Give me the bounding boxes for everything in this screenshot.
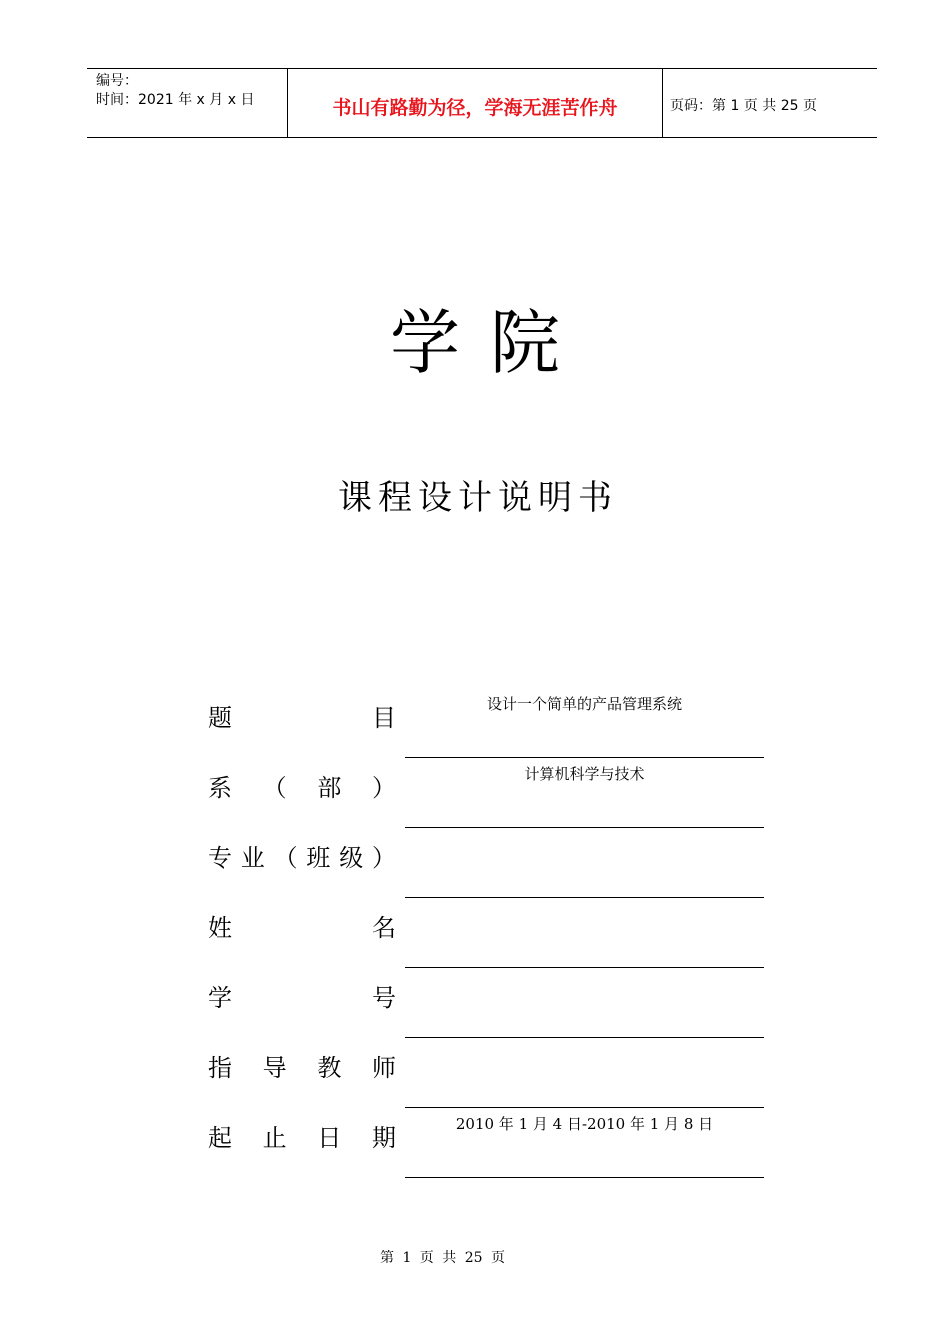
- header-motto-cell: [287, 69, 663, 137]
- field-label-char: 业: [240, 843, 265, 872]
- field-label-char: 目: [372, 703, 396, 732]
- field-label: [208, 905, 396, 945]
- page-info: 页码：第 1 页 共 25 页: [670, 98, 817, 114]
- field-underline: [405, 1037, 764, 1038]
- field-underline: [405, 827, 764, 828]
- field-underline: [405, 757, 764, 758]
- field-label: [208, 1045, 396, 1085]
- field-label-char: 期: [371, 1123, 396, 1152]
- field-value: 设计一个简单的产品管理系统: [486, 695, 682, 713]
- field-value: 计算机科学与技术: [524, 765, 645, 783]
- field-label-char: 学: [208, 983, 232, 1012]
- field-label: [208, 695, 396, 735]
- field-label-char: 号: [372, 983, 396, 1012]
- field-label-char: 止: [262, 1123, 287, 1152]
- page-header: [87, 68, 877, 138]
- field-underline: [405, 967, 764, 968]
- header-page-cell: [662, 69, 877, 137]
- field-label-char: （: [273, 843, 298, 872]
- field-label: [208, 1115, 396, 1155]
- field-underline: [405, 897, 764, 898]
- field-label-char: 日: [317, 1123, 342, 1152]
- field-label: [208, 835, 396, 875]
- field-label-char: 部: [317, 773, 342, 802]
- field-underline: [405, 1107, 764, 1108]
- field-label-char: 姓: [208, 913, 232, 942]
- field-label-char: 级: [339, 843, 364, 872]
- field-label-char: ）: [371, 773, 396, 802]
- field-label: [208, 765, 396, 805]
- field-label-char: ）: [371, 843, 396, 872]
- field-label: [208, 975, 396, 1015]
- number-label: 编号：: [96, 73, 138, 89]
- time-label: 时间：2021 年 x 月 x 日: [96, 92, 255, 108]
- field-label-char: 教: [317, 1053, 342, 1082]
- field-label-char: 名: [372, 913, 396, 942]
- field-label-char: 题: [208, 703, 232, 732]
- field-label-char: 班: [306, 843, 331, 872]
- field-label-char: 系: [208, 773, 232, 802]
- motto: 书山有路勤为径，学海无涯苦作舟: [332, 97, 618, 119]
- field-label-char: 师: [371, 1053, 396, 1082]
- field-label-char: （: [262, 773, 287, 802]
- document-title: 课程设计说明书: [338, 478, 618, 518]
- header-meta-cell: [87, 69, 287, 137]
- page-footer: 第 1 页 共 25 页: [380, 1250, 505, 1266]
- field-label-char: 起: [208, 1123, 232, 1152]
- field-label-char: 导: [262, 1053, 287, 1082]
- field-label-char: 专: [208, 843, 232, 872]
- field-label-char: 指: [208, 1053, 232, 1082]
- field-value: 2010 年 1 月 4 日-2010 年 1 月 8 日: [455, 1115, 714, 1133]
- field-underline: [405, 1177, 764, 1178]
- school-name: 学院: [390, 302, 590, 384]
